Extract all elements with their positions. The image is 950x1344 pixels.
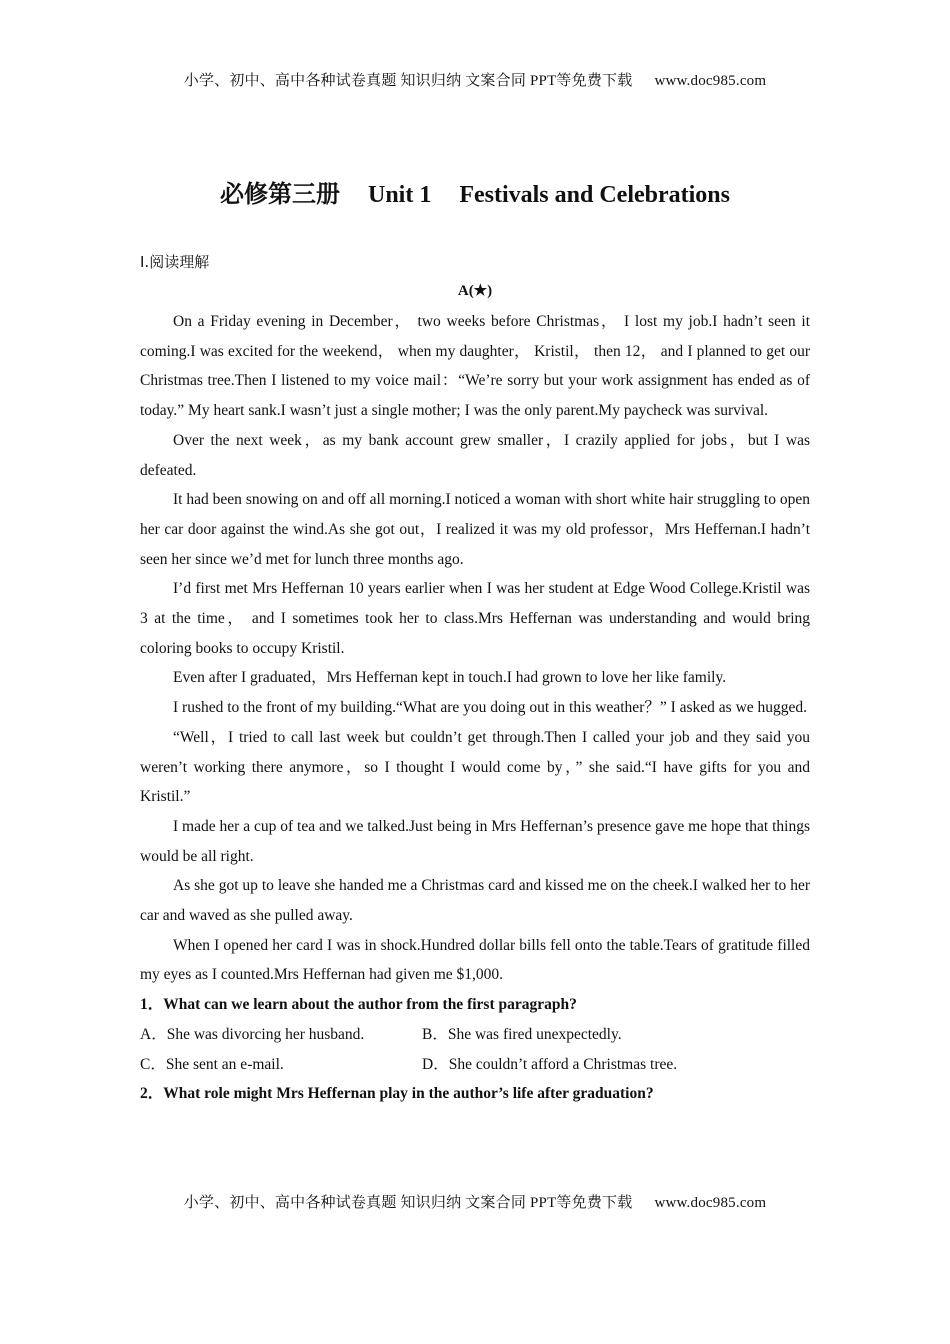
section-label: Ⅰ.阅读理解 [140, 253, 210, 271]
question-1-options-row-2 [140, 1050, 810, 1080]
question-2-stem: 2．What role might Mrs Heffernan play in the author’s life after graduation? [140, 1085, 654, 1103]
question-1-stem: 1．What can we learn about the author from the first paragraph? [140, 996, 577, 1014]
passage-label: A(★) [457, 283, 493, 299]
title-topic: Festivals and Celebrations [459, 182, 730, 208]
question-1-option-c[interactable]: C．She sent an e-mail. [140, 1055, 284, 1073]
title-book: 必修第三册 [219, 182, 340, 208]
passage-paragraph: I rushed to the front of my building.“What are you doing out in this weather？” I asked as we hugged. [173, 699, 808, 717]
passage-paragraph: “Well，I tried to call last week but couldn’t get through.Then I called your job and they said you weren’t working there anymore，so I thought I would come by，” she said.“I have gifts for you and Kristil.” [140, 728, 810, 806]
page-title [0, 174, 950, 209]
page-header [0, 69, 950, 90]
passage-paragraph: As she got up to leave she handed me a Christmas card and kissed me on the cheek.I walked her to her car and waved as she pulled away. [140, 877, 810, 925]
footer-promo-text: 小学、初中、高中各种试卷真题 知识归纳 文案合同 PPT等免费下载 [183, 1195, 633, 1211]
header-site-link[interactable]: www.doc985.com [654, 73, 767, 89]
header-promo-text: 小学、初中、高中各种试卷真题 知识归纳 文案合同 PPT等免费下载 [183, 73, 633, 89]
question-1-option-d[interactable]: D．She couldn’t afford a Christmas tree. [422, 1055, 678, 1073]
passage-paragraph: I made her a cup of tea and we talked.Just being in Mrs Heffernan’s presence gave me hope that things would be all right. [140, 817, 810, 865]
question-1-option-a[interactable]: A．She was divorcing her husband. [140, 1025, 365, 1043]
passage-paragraph: I’d first met Mrs Heffernan 10 years earlier when I was her student at Edge Wood College.Kristil was 3 at the time， and I sometimes took her to class.Mrs Heffernan was understanding and would bring coloring books to occupy Kristil. [140, 580, 810, 657]
page-footer [0, 1191, 950, 1212]
title-unit: Unit 1 [367, 182, 432, 208]
passage-paragraph: On a Friday evening in December， two weeks before Christmas， I lost my job.I hadn’t seen it coming.I was excited for the weekend， when my daughter， Kristil， then 12， and I planned to get our Christmas tree.Then I listened to my voice mail：“We’re sorry but your work assignment has ended as of today.” My heart sank.I wasn’t just a single mother; I was the only parent.My paycheck was survival. [140, 313, 810, 420]
question-1-option-b[interactable]: B．She was fired unexpectedly. [422, 1025, 622, 1043]
passage-paragraph: When I opened her card I was in shock.Hundred dollar bills fell onto the table.Tears of gratitude filled my eyes as I counted.Mrs Heffernan had given me $1,000. [140, 936, 810, 984]
passage-paragraph: Over the next week，as my bank account grew smaller，I crazily applied for jobs，but I was defeated. [140, 431, 810, 479]
passage-paragraph: It had been snowing on and off all morning.I noticed a woman with short white hair struggling to open her car door against the wind.As she got out，I realized it was my old professor，Mrs Heffernan.I hadn’t seen her since we’d met for lunch three months ago. [140, 491, 810, 568]
passage-paragraph: Even after I graduated，Mrs Heffernan kept in touch.I had grown to love her like family. [173, 669, 727, 687]
question-1-options-row-1 [140, 1020, 810, 1050]
footer-site-link[interactable]: www.doc985.com [654, 1195, 767, 1211]
document-body [140, 249, 810, 1109]
